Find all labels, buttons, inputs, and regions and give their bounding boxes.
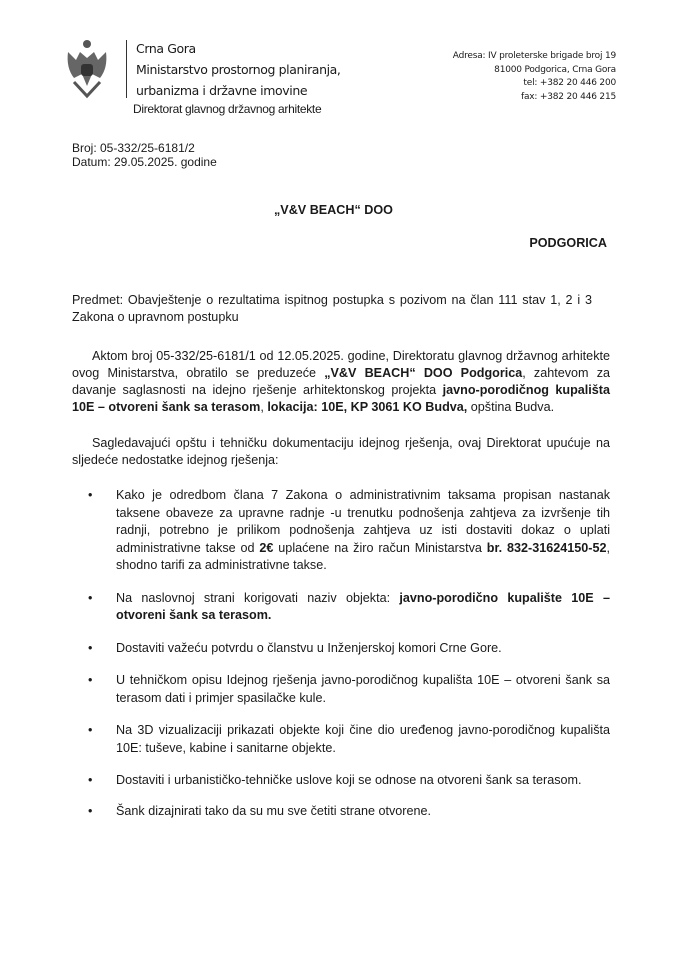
text: opština Budva.	[467, 400, 555, 414]
list-item: • U tehničkom opisu Idejnog rješenja javno-porodičnog kupališta 10E – otvoreni šank sa terasom dati i primjer spasilačke kule.	[116, 672, 610, 707]
address-block	[453, 50, 616, 104]
doc-meta	[72, 141, 217, 169]
project-name: javno-porodičnog kupališta 10E – otvoreni šank sa terasom	[72, 383, 610, 414]
ministry-line-2: urbanizma i državne imovine	[136, 83, 308, 98]
account-number: br. 832-31624150-52	[486, 540, 607, 555]
address: Adresa: IV proleterske brigade broj 19	[452, 51, 616, 61]
list-item: • Na 3D vizualizaciji prikazati objekte koji čine dio uređenog javno-porodičnog kupališta 10E: tuševe, kabine i sanitarne objekte.	[116, 722, 610, 757]
fee: 2€	[259, 540, 274, 555]
header-divider	[126, 40, 127, 98]
text: Aktom broj 05-332/25-6181/1 od 12.05.2025. godine, Direktoratu glavnog državnog arhitekte ovog Ministarstva, obratilo se preduzeće	[72, 349, 610, 380]
list-item	[116, 590, 610, 625]
directorate: Direktorat glavnog državnog arhitekte	[133, 102, 322, 116]
deficiency-list	[116, 487, 610, 820]
subject: Predmet: Obavještenje o rezultatima ispitnog postupka s pozivom na član 111 stav 1, 2 i 3 Zakona o upravnom postupku	[72, 293, 592, 324]
text: Kako je odredbom člana 7 Zakona o administrativnim taksama propisan nastanak taksene obaveze za upravne radnje -u trenutku podnošenja zahtjeva za izvršenje tih radnji, potrebno je prilikom podnošenja zahtjeva uz isti dostaviti dokaz o uplati administrativne takse od	[116, 488, 610, 555]
ministry-block	[136, 38, 341, 101]
text: Na naslovnoj strani korigovati naziv objekta:	[116, 590, 400, 605]
recipient-city: PODGORICA	[529, 236, 607, 250]
text: ,	[260, 400, 268, 414]
object-name: javno-porodično kupalište 10E – otvoreni šank sa terasom.	[116, 590, 610, 622]
list-item: • Šank dizajnirati tako da su mu sve četiti strane otvorene.	[116, 803, 610, 821]
text: uplaćene na žiro račun Ministarstva	[273, 540, 487, 555]
paragraph-2: Sagledavajući opštu i tehničku dokumentaciju idejnog rješenja, ovaj Direktorat upućuje na sljedeće nedostatke idejnog rješenja:	[72, 436, 610, 467]
country: Crna Gora	[136, 41, 196, 56]
location: lokacija: 10E, KP 3061 KO Budva,	[267, 400, 468, 414]
company-name: „V&V BEACH“ DOO Podgorica	[324, 366, 523, 380]
recipient-name: „V&V BEACH“ DOO	[274, 203, 393, 217]
list-item: • Dostaviti i urbanističko-tehničke uslove koji se odnose na otvoreni šank sa terasom.	[116, 772, 610, 790]
doc-number: Broj: 05-332/25-6181/2	[72, 141, 195, 155]
tel: tel: +382 20 446 200	[523, 78, 616, 88]
text: , zahtevom za davanje saglasnosti na idejno rješenje arhitektonskog projekta	[72, 366, 610, 397]
paragraph-1	[72, 348, 610, 416]
list-item: • Dostaviti važeću potvrdu o članstvu u Inženjerskoj komori Crne Gore.	[116, 640, 610, 658]
text: , shodno tarifi za administrativne takse.	[116, 540, 610, 572]
fax: fax: +382 20 446 215	[520, 91, 616, 102]
city: 81000 Podgorica, Crna Gora	[494, 64, 616, 75]
ministry-line-1: Ministarstvo prostornog planiranja,	[136, 62, 341, 77]
doc-date: Datum: 29.05.2025. godine	[72, 155, 217, 169]
coat-of-arms-icon	[64, 38, 110, 100]
list-item	[116, 487, 610, 575]
